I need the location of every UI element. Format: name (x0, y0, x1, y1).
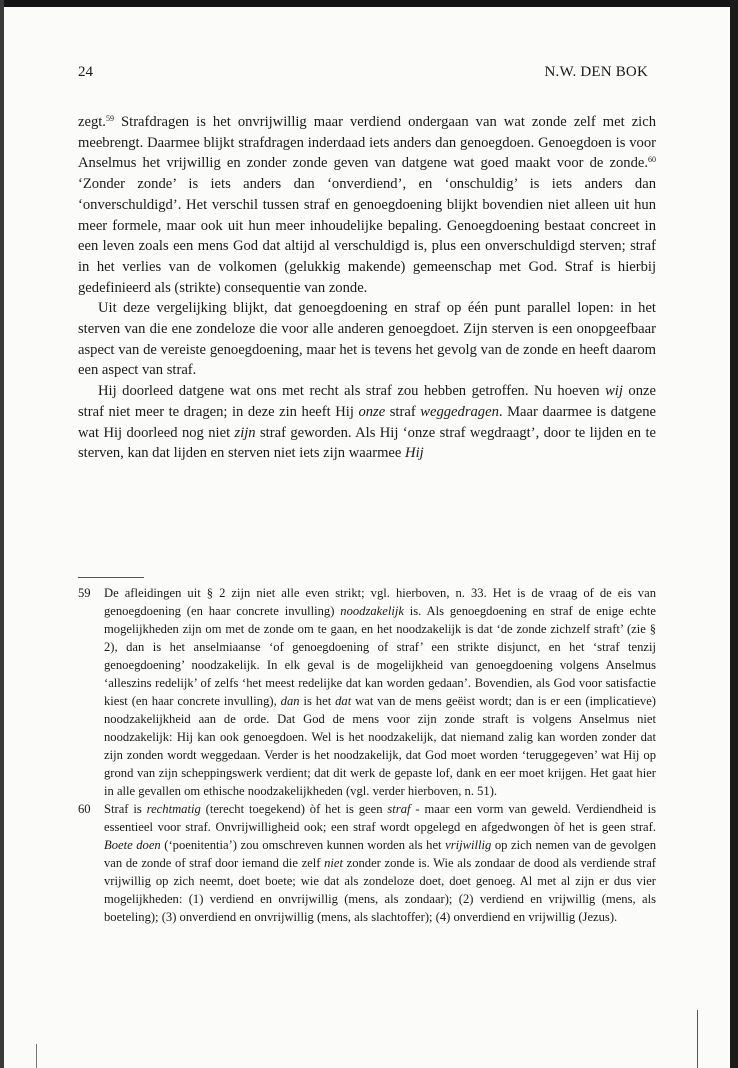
text-run: ‘Zonder zonde’ is iets anders dan ‘onverdiend’, en ‘onschuldig’ is iets anders dan ‘onverschuldigd’. Het verschil tussen straf en genoegdoening blijkt bovendien niet alleen uit hun meer formele, maar ook uit hun meer inhoudelijke bepaling. Genoegdoening bestaat concreet in een leven zoals een mens God dat altijd al verschuldigd is, plus een onverschuldigd sterven; straf in het verlies van de volkomen (gelukkig makende) gemeenschap met God. Straf is hierbij gedefinieerd als (strikte) consequentie van zonde. (78, 176, 656, 296)
text-run: onze straf niet meer te dragen; in deze zin heeft Hij (78, 383, 656, 420)
text-run: Straf is (104, 802, 147, 816)
text-run: . Maar daarmee is datgene wat Hij doorleed nog niet (78, 403, 657, 441)
footnote-divider (78, 577, 144, 578)
italic-run: Boete doen (104, 838, 161, 852)
italic-run: weggedragen (420, 403, 499, 420)
italic-run: rechtmatig (146, 802, 201, 816)
text-run: De afleidingen uit § 2 zijn niet alle even strikt; vgl. hierboven, n. 33. Het is de vraag of de eis van genoegdoening (en haar concrete invulling) (104, 586, 656, 618)
footnote-number: 59 (78, 586, 91, 600)
italic-run: dan (280, 694, 300, 708)
text-run: straf (385, 403, 421, 420)
footnote-number: 60 (78, 802, 91, 816)
text-run: Hij doorleed datgene wat ons met recht als straf zou hebben getroffen. Nu hoeven (98, 383, 606, 400)
paragraph-3 (78, 381, 656, 464)
paragraph-2: Uit deze vergelijking blijkt, dat genoegdoening en straf op één punt parallel lopen: in het sterven van die ene zondeloze die voor alle anderen genoegdoet. Zijn sterven is een onopgeefbaar aspect van de vereiste genoegdoening, maar het is tevens het gevolg van de zonde en heeft daarom een aspect van straf. (78, 300, 656, 379)
footnote-ref-59[interactable]: 59 (105, 114, 114, 123)
text-run: is. Als genoegdoening en straf de enige echte mogelijkheden zijn om met de zonde om te gaan, en het noodzakelijk is dat ‘de zonde zichzelf straft’ (zie § 2), dan is het anselmiaanse ‘of genoegdoening of straf’ een strikte disjunct, en het ‘straf tenzij genoegdoening’ noodzakelijk. In elk geval is de mogelijkheid van genoegdoening volgens Anselmus ‘alleszins redelijk’ of zelfs ‘het meest redelijke dat kan worden gedaan’. Bovendien, als God voor satisfactie kiest (en haar concrete invulling), (104, 604, 656, 708)
text-run: straf geworden. Als Hij ‘onze straf wegdraagt’, door te lijden en te sterven, kan dat lijden en sterven niet iets zijn waarmee (78, 424, 656, 462)
footnote-ref-60[interactable]: 60 (648, 155, 656, 165)
body-text (78, 112, 656, 464)
text-run: is het (299, 694, 336, 708)
text-run: zonder zonde is. Wie als zondaar de dood als verdiende straf vrijwillig op zich neemt, doet boete; wie dat als zondeloze doet, doet genoeg. Al met al zijn er dus vier mogelijkheden: (1) verdiend en onvrijwillig (mens, als zondaar); (2) verdiend en vrijwillig (mens, als boeteling); (3) onverdiend en onvrijwillig (mens, als slachtoffer); (4) onverdiend en vrijwillig (Jezus). (104, 856, 656, 924)
page-number: 24 (78, 64, 93, 80)
italic-run: onze (358, 403, 386, 420)
text-run: - maar een vorm van geweld. Verdiendheid is essentieel voor straf. Onvrijwilligheid ook; een straf wordt opgelegd en afgedwongen òf het is geen straf. (104, 802, 656, 834)
running-head: N.W. DEN BOK (544, 64, 648, 80)
footnotes (78, 584, 656, 926)
text-run: op zich nemen van de gevolgen van de zonde of straf door iemand die zelf (104, 838, 656, 870)
text-run: Strafdragen is het onvrijwillig maar verdiend ondergaan van wat zonde zelf met zich meebrengt. Daarmee blijkt strafdragen inderdaad iets anders dan genoegdoen. Genoegdoen is voor Anselmus het vrijwillig en zonder zonde geven van datgene wat goed maakt voor de zonde. (78, 114, 656, 172)
text-run: zegt. (78, 114, 106, 130)
footnote-59 (78, 584, 656, 800)
italic-run: dat (335, 694, 352, 708)
scan-artifact-line (36, 1044, 37, 1068)
paragraph-1 (78, 112, 656, 298)
italic-run: zijn (234, 424, 256, 441)
text-run: (‘poenitentia’) zou omschreven kunnen worden als het (160, 838, 446, 852)
italic-run: straf (387, 802, 411, 816)
italic-run: Hij (405, 445, 424, 462)
italic-run: wij (605, 383, 623, 400)
footnote-60 (78, 800, 656, 926)
scan-artifact-line (697, 1010, 698, 1068)
italic-run: vrijwillig (445, 838, 492, 852)
text-run: (terecht toegekend) òf het is geen (200, 802, 388, 816)
text-run: wat van de mens geëist wordt; dan is er een (implicatieve) noodzakelijkheid aan de orde. Dat God de mens voor zijn zonde straft is volgens Anselmus niet noodzakelijk: Hij kan ook genoegdoen. Wel is het noodzakelijk, dat niemand zalig kan worden zonder dat zijn zonden wordt weggedaan. Verder is het noodzakelijk, dat God moet worden ‘teruggegeven’ wat Hij op grond van zijn scheppingswerk verdient; dat dit werk de gepaste lof, dank en eer moet krijgen. Het gaat hier in alle gevallen om ethische noodzakelijkheden (vgl. verder hierboven, n. 51). (104, 694, 657, 798)
italic-run: noodzakelijk (340, 604, 404, 618)
italic-run: niet (324, 856, 343, 870)
